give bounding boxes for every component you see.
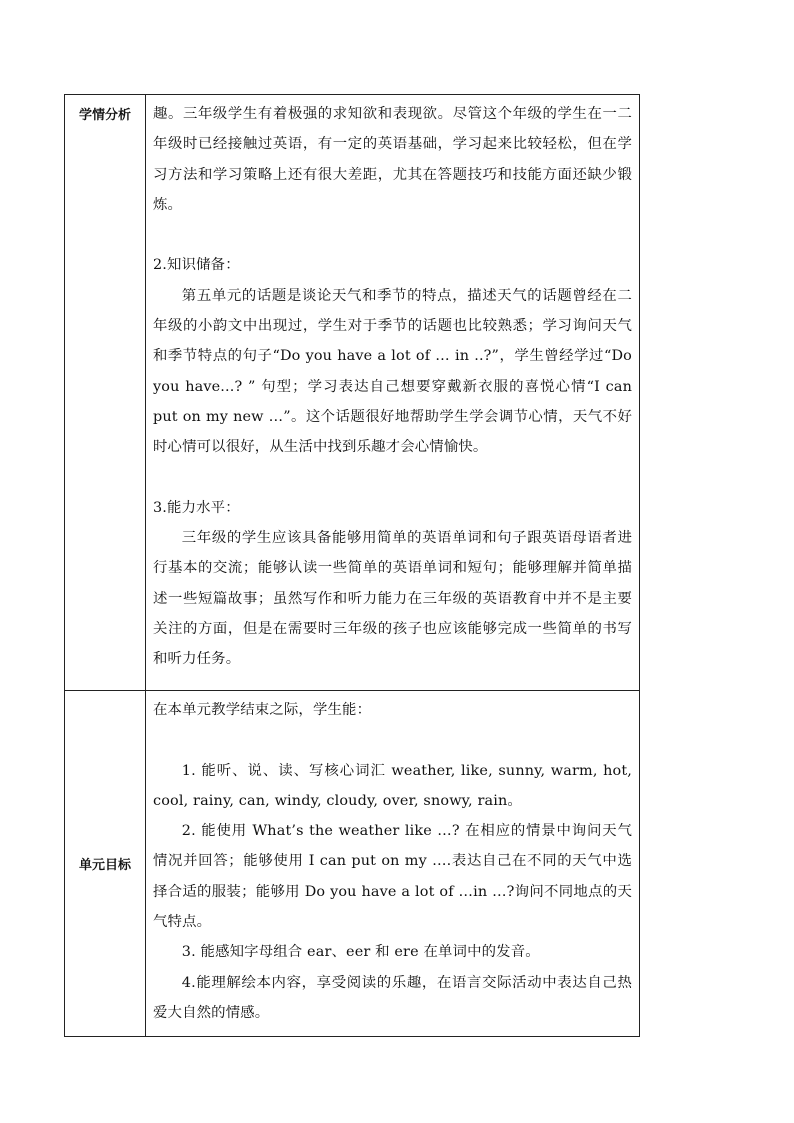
table-row-learner-analysis	[65, 95, 640, 691]
paragraph-spacer	[153, 220, 632, 250]
unit-goals-content	[146, 691, 640, 1037]
row-label-unit-goals: 单元目标	[65, 691, 146, 1037]
paragraph-spacer	[153, 463, 632, 493]
ability-heading: 3.能力水平：	[153, 499, 240, 516]
paragraph-spacer	[153, 725, 632, 755]
goal-item-1: 1. 能听、说、读、写核心词汇 weather, like, sunny, warm, hot, cool, rainy, can, windy, cloudy, over, snowy, rain。	[153, 762, 632, 809]
knowledge-heading: 2.知识储备：	[153, 257, 240, 274]
goal-item-3: 3. 能感知字母组合 ear、eer 和 ere 在单词中的发音。	[181, 944, 540, 961]
lesson-plan-table	[64, 94, 640, 1037]
knowledge-paragraph: 第五单元的话题是谈论天气和季节的特点，描述天气的话题曾经在二年级的小韵文中出现过，学生对于季节的话题也比较熟悉；学习询问天气和季节特点的句子“Do you have a lot of … in ..?”，学生曾经学过“Do you have...? ” 句型；学习表达自己想要穿戴新衣服的喜悦心情“I can put on my new …”。这个话题很好地帮助学生学会调节心情，天气不好时心情可以很好，从生活中找到乐趣才会心情愉快。	[153, 287, 632, 456]
ability-paragraph: 三年级的学生应该具备能够用简单的英语单词和句子跟英语母语者进行基本的交流；能够认读一些简单的英语单词和短句；能够理解并简单描述一些短篇故事；虽然写作和听力能力在三年级的英语教育中并不是主要关注的方面，但是在需要时三年级的孩子也应该能够完成一些简单的书写和听力任务。	[153, 530, 632, 668]
unit-goals-intro: 在本单元教学结束之际，学生能：	[153, 702, 372, 718]
goal-item-4: 4.能理解绘本内容，享受阅读的乐趣，在语言交际活动中表达自己热爱大自然的情感。	[153, 974, 632, 1021]
learner-analysis-content	[146, 95, 640, 691]
learner-analysis-intro: 趣。三年级学生有着极强的求知欲和表现欲。尽管这个年级的学生在一二年级时已经接触过英语，有一定的英语基础，学习起来比较轻松，但在学习方法和学习策略上还有很大差距，尤其在答题技巧和技能方面还缺少锻炼。	[153, 106, 632, 213]
goal-item-2: 2. 能使用 What’s the weather like …? 在相应的情景中询问天气情况并回答；能够使用 I can put on my ….表达自己在不同的天气中选择合适的服装；能够用 Do you have a lot of …in …?询问不同地点的天气特点。	[153, 823, 632, 931]
table-row-unit-goals	[65, 691, 640, 1037]
row-label-learner-analysis: 学情分析	[65, 95, 146, 691]
